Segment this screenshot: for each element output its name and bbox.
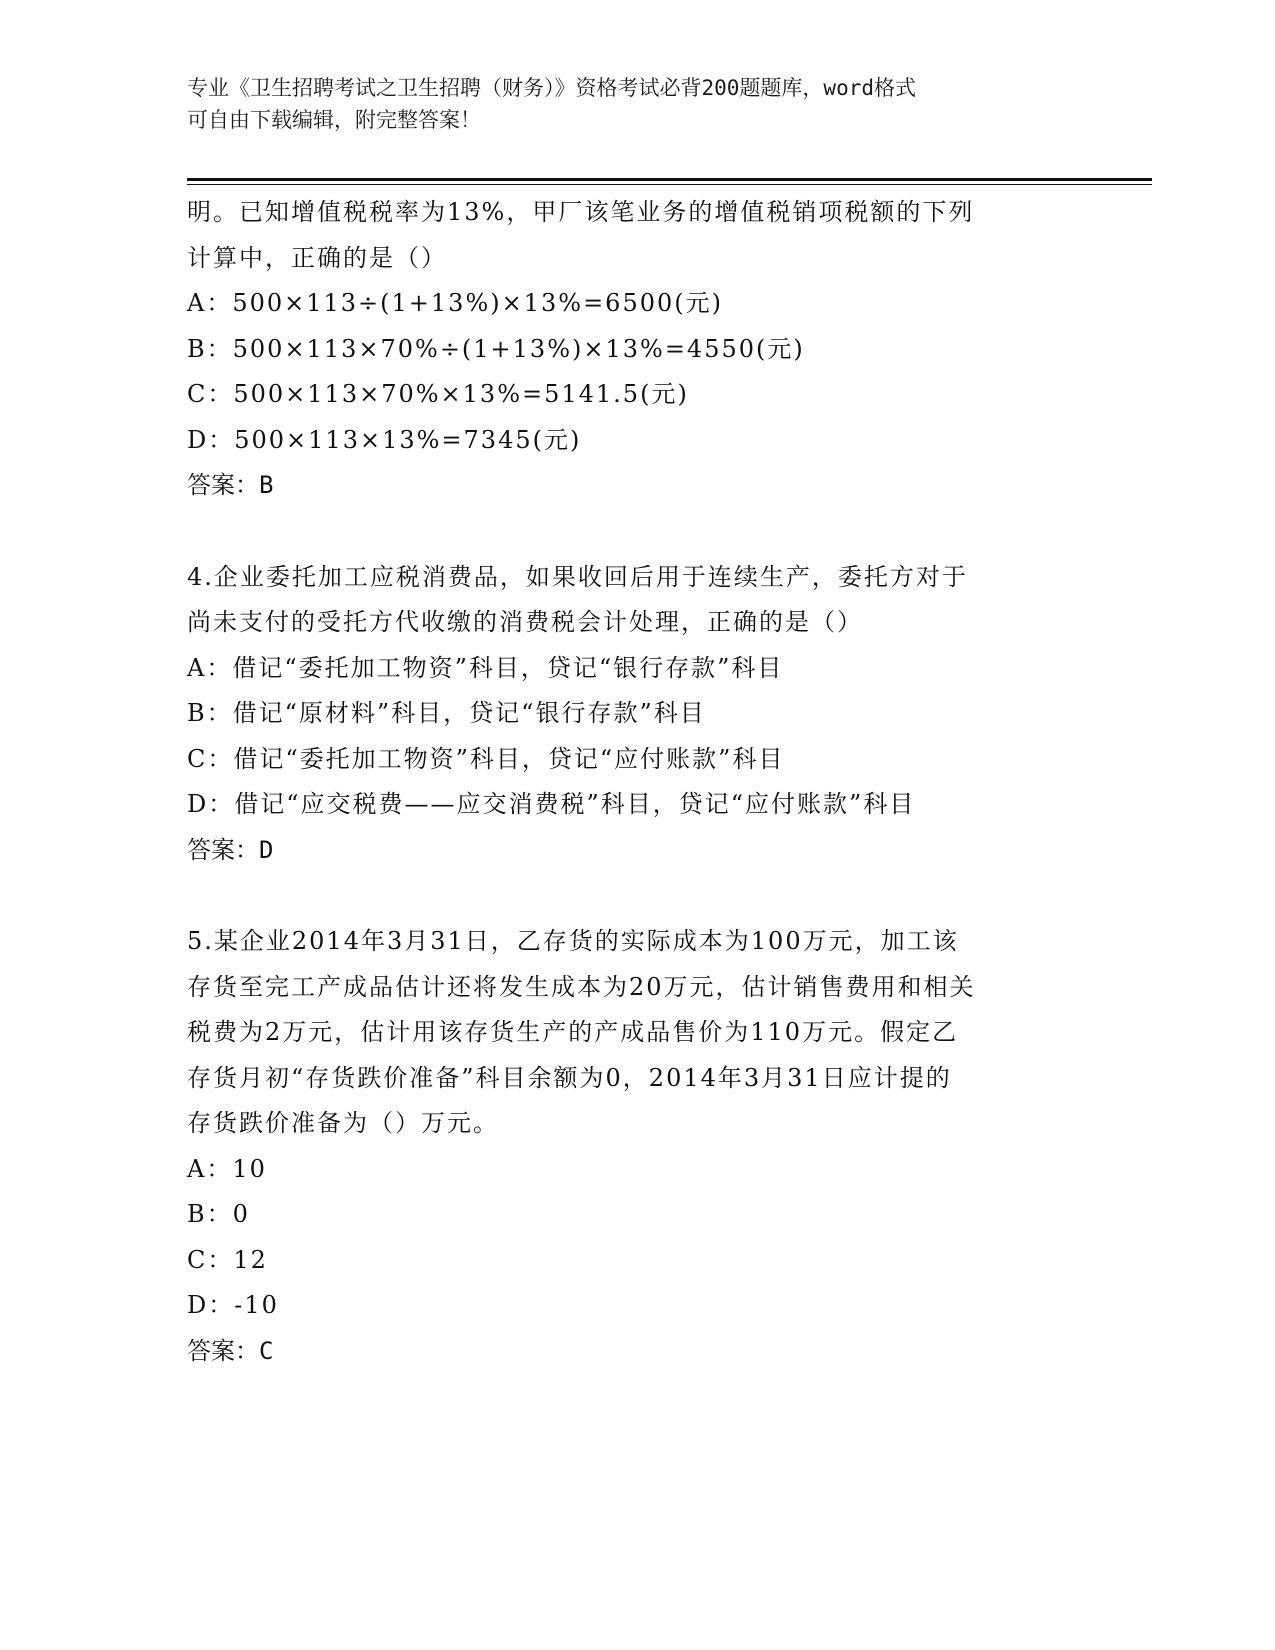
option-b: B：500×113×70%÷(1+13%)×13%=4550(元)	[187, 334, 805, 363]
answer-line: 答案：B	[187, 471, 274, 499]
option-d: D：500×113×13%=7345(元)	[187, 425, 582, 454]
header-divider-thick	[187, 178, 1152, 181]
option-b: B：0	[187, 1200, 250, 1228]
question-stem-line: 5.某企业2014年3月31日，乙存货的实际成本为100万元，加工该	[187, 927, 959, 955]
answer-line: 答案：C	[187, 1336, 274, 1365]
option-b: B：借记“原材料”科目，贷记“银行存款”科目	[187, 699, 706, 727]
header-divider-thin	[187, 184, 1152, 185]
question-4	[187, 555, 1087, 874]
question-stem-line: 尚未支付的受托方代收缴的消费税会计处理，正确的是（）	[187, 608, 863, 636]
question-stem-line: 计算中，正确的是（）	[187, 243, 447, 272]
option-c: C：500×113×70%×13%=5141.5(元)	[187, 380, 689, 408]
header-line-2: 可自由下载编辑，附完整答案！	[187, 108, 481, 132]
option-c: C：12	[187, 1245, 268, 1274]
document-body	[187, 190, 1087, 1374]
question-stem-line: 存货月初“存货跌价准备”科目余额为0，2014年3月31日应计提的	[187, 1063, 952, 1092]
option-a: A：借记“委托加工物资”科目，贷记“银行存款”科目	[187, 653, 784, 682]
question-stem-line: 4.企业委托加工应税消费品，如果收回后用于连续生产，委托方对于	[187, 562, 968, 591]
option-d: D：-10	[187, 1291, 279, 1319]
header-line-1: 专业《卫生招聘考试之卫生招聘（财务）》资格考试必背200题题库，word格式	[187, 76, 916, 100]
document-header	[187, 72, 1087, 136]
option-a: A：500×113÷(1+13%)×13%=6500(元)	[187, 289, 723, 317]
option-a: A：10	[187, 1154, 267, 1183]
question-stem-line: 明。已知增值税税率为13%，甲厂该笔业务的增值税销项税额的下列	[187, 198, 975, 226]
option-d: D：借记“应交税费——应交消费税”科目，贷记“应付账款”科目	[187, 790, 916, 818]
question-stem-line: 税费为2万元，估计用该存货生产的产成品售价为110万元。假定乙	[187, 1018, 959, 1046]
answer-line: 答案：D	[187, 835, 274, 864]
question-5	[187, 919, 1087, 1374]
spacer	[187, 873, 1087, 919]
spacer	[187, 509, 1087, 555]
option-c: C：借记“委托加工物资”科目，贷记“应付账款”科目	[187, 744, 785, 773]
question-stem-line: 存货至完工产成品估计还将发生成本为20万元，估计销售费用和相关	[187, 972, 976, 1001]
question-3	[187, 190, 1087, 509]
question-stem-line: 存货跌价准备为（）万元。	[187, 1109, 499, 1137]
